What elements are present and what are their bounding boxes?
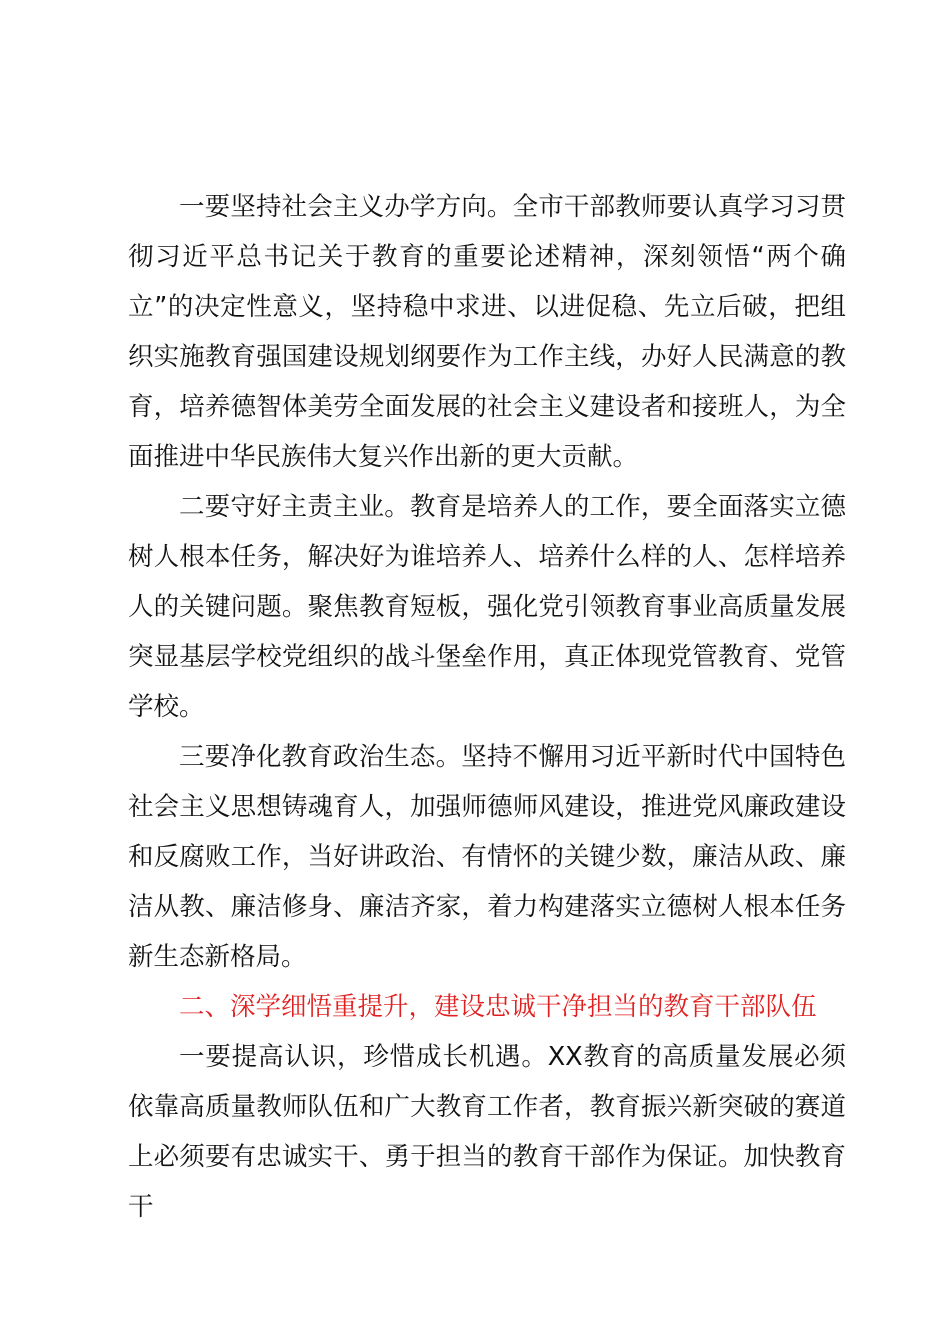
section-heading: 二、深学细悟重提升，建设忠诚干净担当的教育干部队伍 — [179, 992, 817, 1022]
paragraph-political-ecology: 三要净化教育政治生态。坚持不懈用习近平新时代中国特色社会主义思想铸魂育人，加强师德师风建设，推进党风廉政建设和反腐败工作，当好讲政治、有情怀的关键少数，廉洁从政、廉洁从教、廉洁修身、廉洁齐家，着力构建落实立德树人根本任务新生态新格局。 — [128, 742, 846, 972]
document-body — [128, 182, 846, 1232]
paragraph-raise-awareness: 一要提高认识，珍惜成长机遇。XX教育的高质量发展必须依靠高质量教师队伍和广大教育工作者，教育振兴新突破的赛道上必须要有忠诚实干、勇于担当的教育干部作为保证。加快教育干 — [128, 1042, 846, 1222]
paragraph-socialist-direction: 一要坚持社会主义办学方向。全市干部教师要认真学习习贯彻习近平总书记关于教育的重要论述精神，深刻领悟“两个确立”的决定性意义，坚持稳中求进、以进促稳、先立后破，把组织实施教育强国建设规划纲要作为工作主线，办好人民满意的教育，培养德智体美劳全面发展的社会主义建设者和接班人，为全面推进中华民族伟大复兴作出新的更大贡献。 — [128, 192, 846, 472]
paragraph-main-responsibility: 二要守好主责主业。教育是培养人的工作，要全面落实立德树人根本任务，解决好为谁培养人、培养什么样的人、怎样培养人的关键问题。聚焦教育短板，强化党引领教育事业高质量发展突显基层学校党组织的战斗堡垒作用，真正体现党管教育、党管学校。 — [128, 492, 846, 722]
